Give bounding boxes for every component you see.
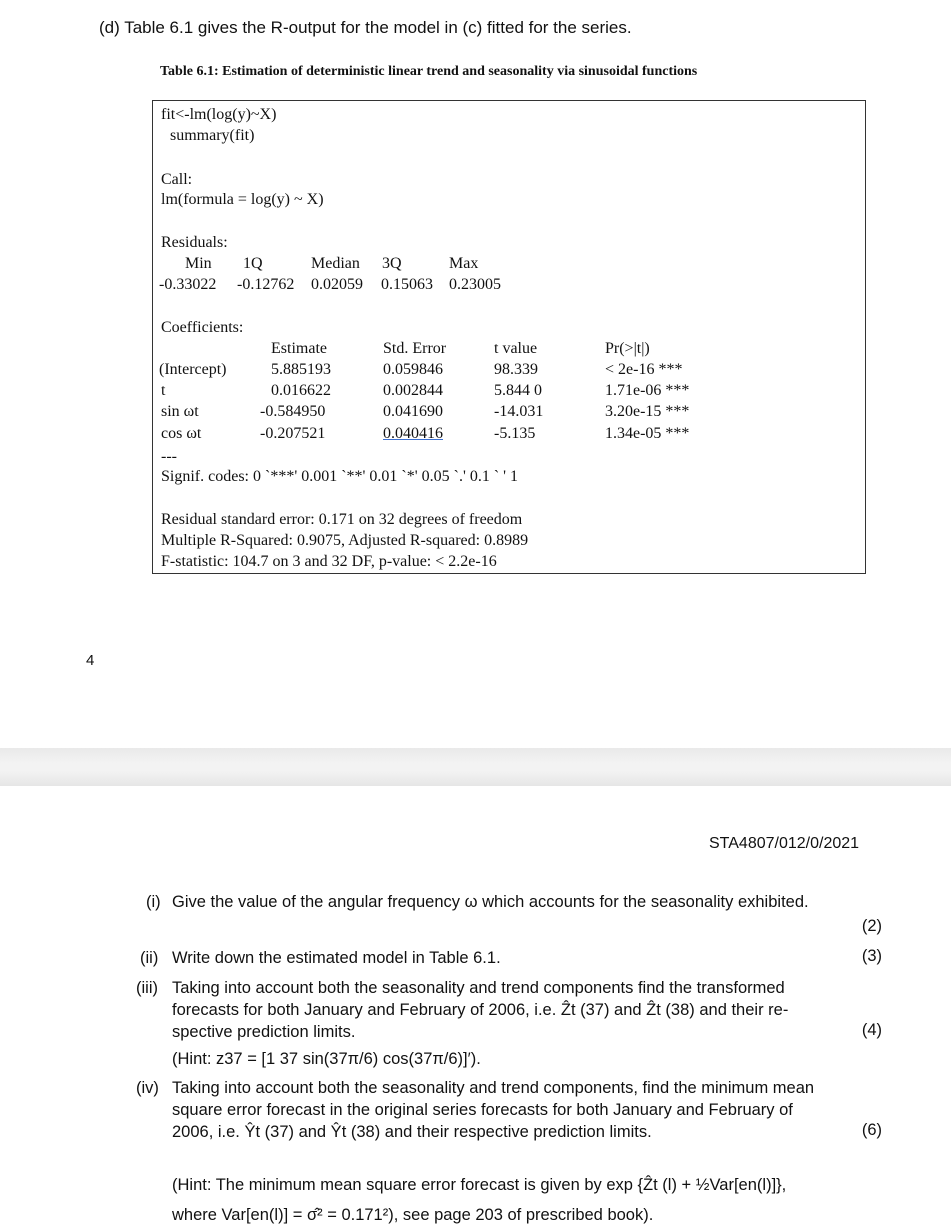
residual-header-min: Min	[185, 255, 212, 272]
residual-value-max: 0.23005	[449, 276, 501, 293]
signif-codes: Signif. codes: 0 `***' 0.001 `**' 0.01 `*' 0.05 `.' 0.1 ` ' 1	[161, 468, 519, 485]
table-caption: Table 6.1: Estimation of deterministic linear trend and seasonality via sinusoidal functions	[160, 64, 698, 79]
coef-row-estimate: -0.584950	[260, 403, 326, 420]
coef-header-tvalue: t value	[494, 340, 538, 357]
question-iv-line3: 2006, i.e. Ŷt (37) and Ŷt (38) and their respective prediction limits.	[172, 1123, 652, 1141]
question-i-label: (i)	[146, 893, 161, 911]
residual-header-3q: 3Q	[382, 255, 402, 272]
residual-value-median: 0.02059	[311, 276, 363, 293]
coef-row-estimate: -0.207521	[260, 425, 326, 442]
question-iv-line2: square error forecast in the original series forecasts for both January and February of	[172, 1101, 793, 1119]
coef-header-stderror: Std. Error	[383, 340, 447, 357]
coef-row-se: 0.040416	[383, 425, 443, 442]
call-label: Call:	[161, 171, 193, 188]
question-iv-hint-line1: (Hint: The minimum mean square error forecast is given by exp {Ẑt (l) + ½Var[en(l)]},	[172, 1176, 787, 1194]
question-iii-line3: spective prediction limits.	[172, 1023, 356, 1041]
residuals-label: Residuals:	[161, 234, 228, 251]
coef-row-t: 5.844 0	[494, 382, 542, 399]
question-iii-label: (iii)	[136, 979, 158, 997]
residual-header-1q: 1Q	[243, 255, 263, 272]
coef-row-p: < 2e-16 ***	[605, 361, 683, 378]
question-d: (d) Table 6.1 gives the R-output for the model in (c) fitted for the series.	[99, 18, 632, 37]
coef-row-estimate: 0.016622	[271, 382, 331, 399]
f-statistic-line: F-statistic: 104.7 on 3 and 32 DF, p-value: < 2.2e-16	[161, 553, 497, 570]
question-iii-line2: forecasts for both January and February of 2006, i.e. Ẑt (37) and Ẑt (38) and their re-	[172, 1001, 789, 1019]
coef-row-name: (Intercept)	[159, 361, 227, 378]
page-number: 4	[86, 652, 95, 669]
coef-row-estimate: 5.885193	[271, 361, 331, 378]
exam-code-header: STA4807/012/0/2021	[709, 835, 860, 852]
residual-value-min: -0.33022	[159, 276, 217, 293]
r-command-fit: fit<-lm(log(y)~X)	[161, 106, 277, 123]
question-i-marks: (2)	[861, 917, 882, 935]
coef-header-estimate: Estimate	[271, 340, 327, 357]
residual-header-max: Max	[449, 255, 479, 272]
question-ii-marks: (3)	[861, 947, 882, 965]
coef-row-se: 0.041690	[383, 403, 443, 420]
exam-page-2	[0, 786, 951, 1232]
coef-row-t: 98.339	[494, 361, 538, 378]
question-iv-label: (iv)	[136, 1079, 159, 1097]
question-iii-hint: (Hint: z37 = [1 37 sin(37π/6) cos(37π/6)]′).	[172, 1050, 481, 1068]
coef-row-name: t	[161, 382, 166, 399]
question-iv-line1: Taking into account both the seasonality and trend components, find the minimum mean	[172, 1079, 815, 1097]
question-iii-marks: (4)	[861, 1021, 882, 1039]
r-command-summary: summary(fit)	[170, 127, 255, 144]
r-output-box	[152, 100, 866, 574]
call-value: lm(formula = log(y) ~ X)	[161, 191, 324, 208]
coef-row-se: 0.002844	[383, 382, 443, 399]
residual-se-line: Residual standard error: 0.171 on 32 degrees of freedom	[161, 511, 523, 528]
coef-header-pvalue: Pr(>|t|)	[605, 340, 650, 357]
coef-row-p: 1.71e-06 ***	[605, 382, 690, 399]
coef-row-se: 0.059846	[383, 361, 443, 378]
coefficients-label: Coefficients:	[161, 319, 244, 336]
question-ii-label: (ii)	[140, 949, 159, 967]
question-ii-text: Write down the estimated model in Table 6.1.	[172, 949, 501, 967]
coef-row-p: 1.34e-05 ***	[605, 425, 690, 442]
page-separator	[0, 748, 951, 786]
residual-value-3q: 0.15063	[381, 276, 433, 293]
question-iii-line1: Taking into account both the seasonality and trend components find the transformed	[172, 979, 785, 997]
dashes: ---	[161, 448, 177, 465]
coef-row-name: sin ωt	[161, 403, 199, 420]
coef-row-name: cos ωt	[161, 425, 202, 442]
coef-row-p: 3.20e-15 ***	[605, 403, 690, 420]
question-i-text: Give the value of the angular frequency ω which accounts for the seasonality exhibited.	[172, 893, 809, 911]
question-iv-marks: (6)	[861, 1121, 882, 1139]
coef-row-t: -5.135	[494, 425, 536, 442]
residual-value-1q: -0.12762	[237, 276, 295, 293]
r-squared-line: Multiple R-Squared: 0.9075, Adjusted R-squared: 0.8989	[161, 532, 529, 549]
question-iv-hint-line2: where Var[en(l)] = σ̂² = 0.171²), see page 203 of prescribed book).	[172, 1206, 654, 1224]
residual-header-median: Median	[311, 255, 360, 272]
coef-row-t: -14.031	[494, 403, 544, 420]
